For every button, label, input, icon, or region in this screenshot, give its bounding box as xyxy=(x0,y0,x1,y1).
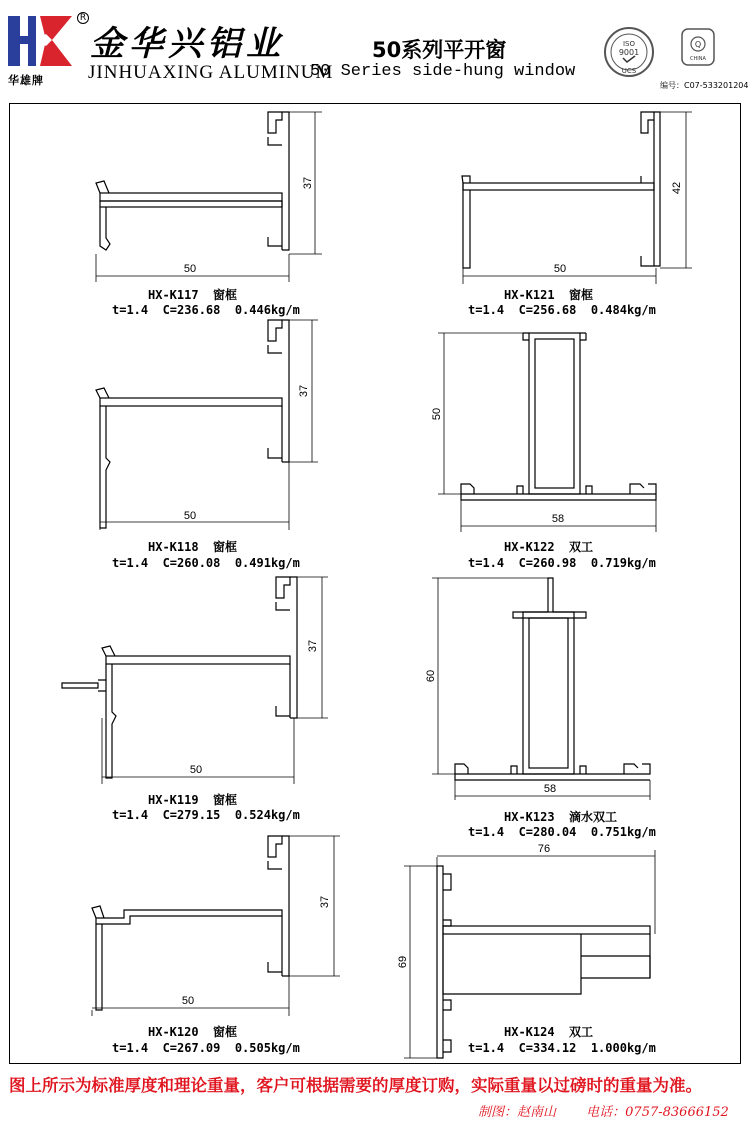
hx-k121-dim-width: 50 xyxy=(553,263,567,275)
hx-k119-perimeter: C=279.15 xyxy=(162,808,221,822)
hx-k119-code: HX-K119 xyxy=(148,793,199,807)
company-name-cn: 金华兴铝业 xyxy=(90,24,285,64)
hx-k122-perimeter: C=260.98 xyxy=(518,556,577,570)
hx-k124-thickness: t=1.4 xyxy=(468,1041,505,1055)
hx-k122-code: HX-K122 xyxy=(504,540,555,554)
hx-k122-dim-height: 50 xyxy=(431,407,443,421)
hx-k124-weight: 1.000kg/m xyxy=(590,1041,656,1055)
hx-k118-weight: 0.491kg/m xyxy=(234,556,300,570)
company-name-en: JINHUAXING ALUMINUM xyxy=(88,62,334,83)
series-title-cn: 50系列平开窗 xyxy=(372,38,507,62)
hx-k118-spec xyxy=(112,556,300,570)
hx-k119-thickness: t=1.4 xyxy=(112,808,149,822)
hx-k121-thickness: t=1.4 xyxy=(468,303,505,317)
hx-k118-thickness: t=1.4 xyxy=(112,556,149,570)
hx-k123-spec xyxy=(468,825,656,839)
hx-k117-thickness: t=1.4 xyxy=(112,303,149,317)
hx-k124-caption xyxy=(504,1023,593,1040)
hx-k119-dim-width: 50 xyxy=(189,764,203,776)
hx-k118-perimeter: C=260.08 xyxy=(162,556,221,570)
profile-hx-k118-drawing xyxy=(96,320,318,530)
hx-k122-caption xyxy=(504,538,593,555)
hx-k117-spec xyxy=(112,303,300,317)
cq-badge-letter: Q xyxy=(694,40,702,49)
series-title-en: 50 Series side-hung window xyxy=(310,62,576,81)
hx-k124-dim-height: 69 xyxy=(397,955,409,969)
hx-k123-code: HX-K123 xyxy=(504,810,555,824)
hx-k117-name: 窗框 xyxy=(213,288,238,302)
hx-k120-thickness: t=1.4 xyxy=(112,1041,149,1055)
hx-k121-caption xyxy=(504,286,593,303)
hx-k118-dim-width: 50 xyxy=(183,510,197,522)
registered-mark: R xyxy=(77,12,89,24)
hx-k123-thickness: t=1.4 xyxy=(468,825,505,839)
hx-k119-dim-height: 37 xyxy=(307,639,319,653)
profile-hx-k123-drawing xyxy=(425,578,650,800)
contact-line xyxy=(478,1101,750,1120)
hx-k120-dim-width: 50 xyxy=(181,995,195,1007)
iso-badge-number: 9001 xyxy=(618,48,640,57)
hx-k123-dim-height: 60 xyxy=(425,669,437,683)
hx-k119-weight: 0.524kg/m xyxy=(234,808,300,822)
draftsman: 制图：赵南山 xyxy=(478,1105,557,1120)
hx-k117-perimeter: C=236.68 xyxy=(162,303,221,317)
hx-k124-spec xyxy=(468,1041,656,1055)
hx-k118-dim-height: 37 xyxy=(298,384,310,398)
phone-number: 电话：0757-83666152 xyxy=(586,1105,729,1120)
hx-k123-caption xyxy=(504,808,617,825)
hx-k119-name: 窗框 xyxy=(213,793,238,807)
hx-k122-spec xyxy=(468,556,656,570)
hx-k119-caption xyxy=(148,791,237,808)
hx-k121-spec xyxy=(468,303,656,317)
hx-k122-dim-width: 58 xyxy=(551,513,565,525)
profile-hx-k117-drawing xyxy=(96,112,322,282)
hx-k122-name: 双工 xyxy=(569,540,594,554)
hx-k117-dim-height: 37 xyxy=(302,176,314,190)
hx-k120-code: HX-K120 xyxy=(148,1025,199,1039)
hx-k123-dim-width: 58 xyxy=(543,783,557,795)
profile-hx-k121-drawing xyxy=(462,112,692,284)
hx-k122-weight: 0.719kg/m xyxy=(590,556,656,570)
hx-k120-perimeter: C=267.09 xyxy=(162,1041,221,1055)
hx-k121-dim-height: 42 xyxy=(671,181,683,195)
hx-k117-code: HX-K117 xyxy=(148,288,199,302)
hx-k124-perimeter: C=334.12 xyxy=(518,1041,577,1055)
hx-k123-weight: 0.751kg/m xyxy=(590,825,656,839)
hx-k121-perimeter: C=256.68 xyxy=(518,303,577,317)
hx-k118-caption xyxy=(148,538,237,555)
hx-k121-weight: 0.484kg/m xyxy=(590,303,656,317)
hx-k120-caption xyxy=(148,1023,237,1040)
iso-badge-text: ISO xyxy=(622,40,636,48)
cq-badge-text: CHINA xyxy=(690,56,706,62)
hx-k121-name: 窗框 xyxy=(569,288,594,302)
hx-k118-name: 窗框 xyxy=(213,540,238,554)
hx-k117-caption xyxy=(148,286,237,303)
hx-k120-weight: 0.505kg/m xyxy=(234,1041,300,1055)
hx-k117-weight: 0.446kg/m xyxy=(234,303,300,317)
profile-hx-k122-drawing xyxy=(431,333,656,532)
hx-k123-name: 滴水双工 xyxy=(569,810,618,824)
brand-seal-text: 华雄牌 xyxy=(8,74,44,87)
iso-badge-body: UCS xyxy=(621,67,637,75)
hx-k120-name: 窗框 xyxy=(213,1025,238,1039)
profile-hx-k119-drawing xyxy=(62,577,328,784)
hx-k124-dim-width: 76 xyxy=(537,843,551,855)
hx-k118-code: HX-K118 xyxy=(148,540,199,554)
hx-k124-code: HX-K124 xyxy=(504,1025,555,1039)
hx-k120-dim-height: 37 xyxy=(319,895,331,909)
hx-k117-dim-width: 50 xyxy=(183,263,197,275)
profile-hx-k120-drawing xyxy=(92,836,340,1016)
hx-k121-code: HX-K121 xyxy=(504,288,555,302)
certificate-number: 编号：C07-533201204 xyxy=(660,81,749,90)
hx-k119-spec xyxy=(112,808,300,822)
hx-k124-name: 双工 xyxy=(569,1025,594,1039)
weight-disclaimer: 图上所示为标准厚度和理论重量，客户可根据需要的厚度订购，实际重量以过磅时的重量为准。 xyxy=(9,1076,702,1095)
hx-k123-perimeter: C=280.04 xyxy=(518,825,577,839)
hx-k120-spec xyxy=(112,1041,300,1055)
hx-k122-thickness: t=1.4 xyxy=(468,556,505,570)
